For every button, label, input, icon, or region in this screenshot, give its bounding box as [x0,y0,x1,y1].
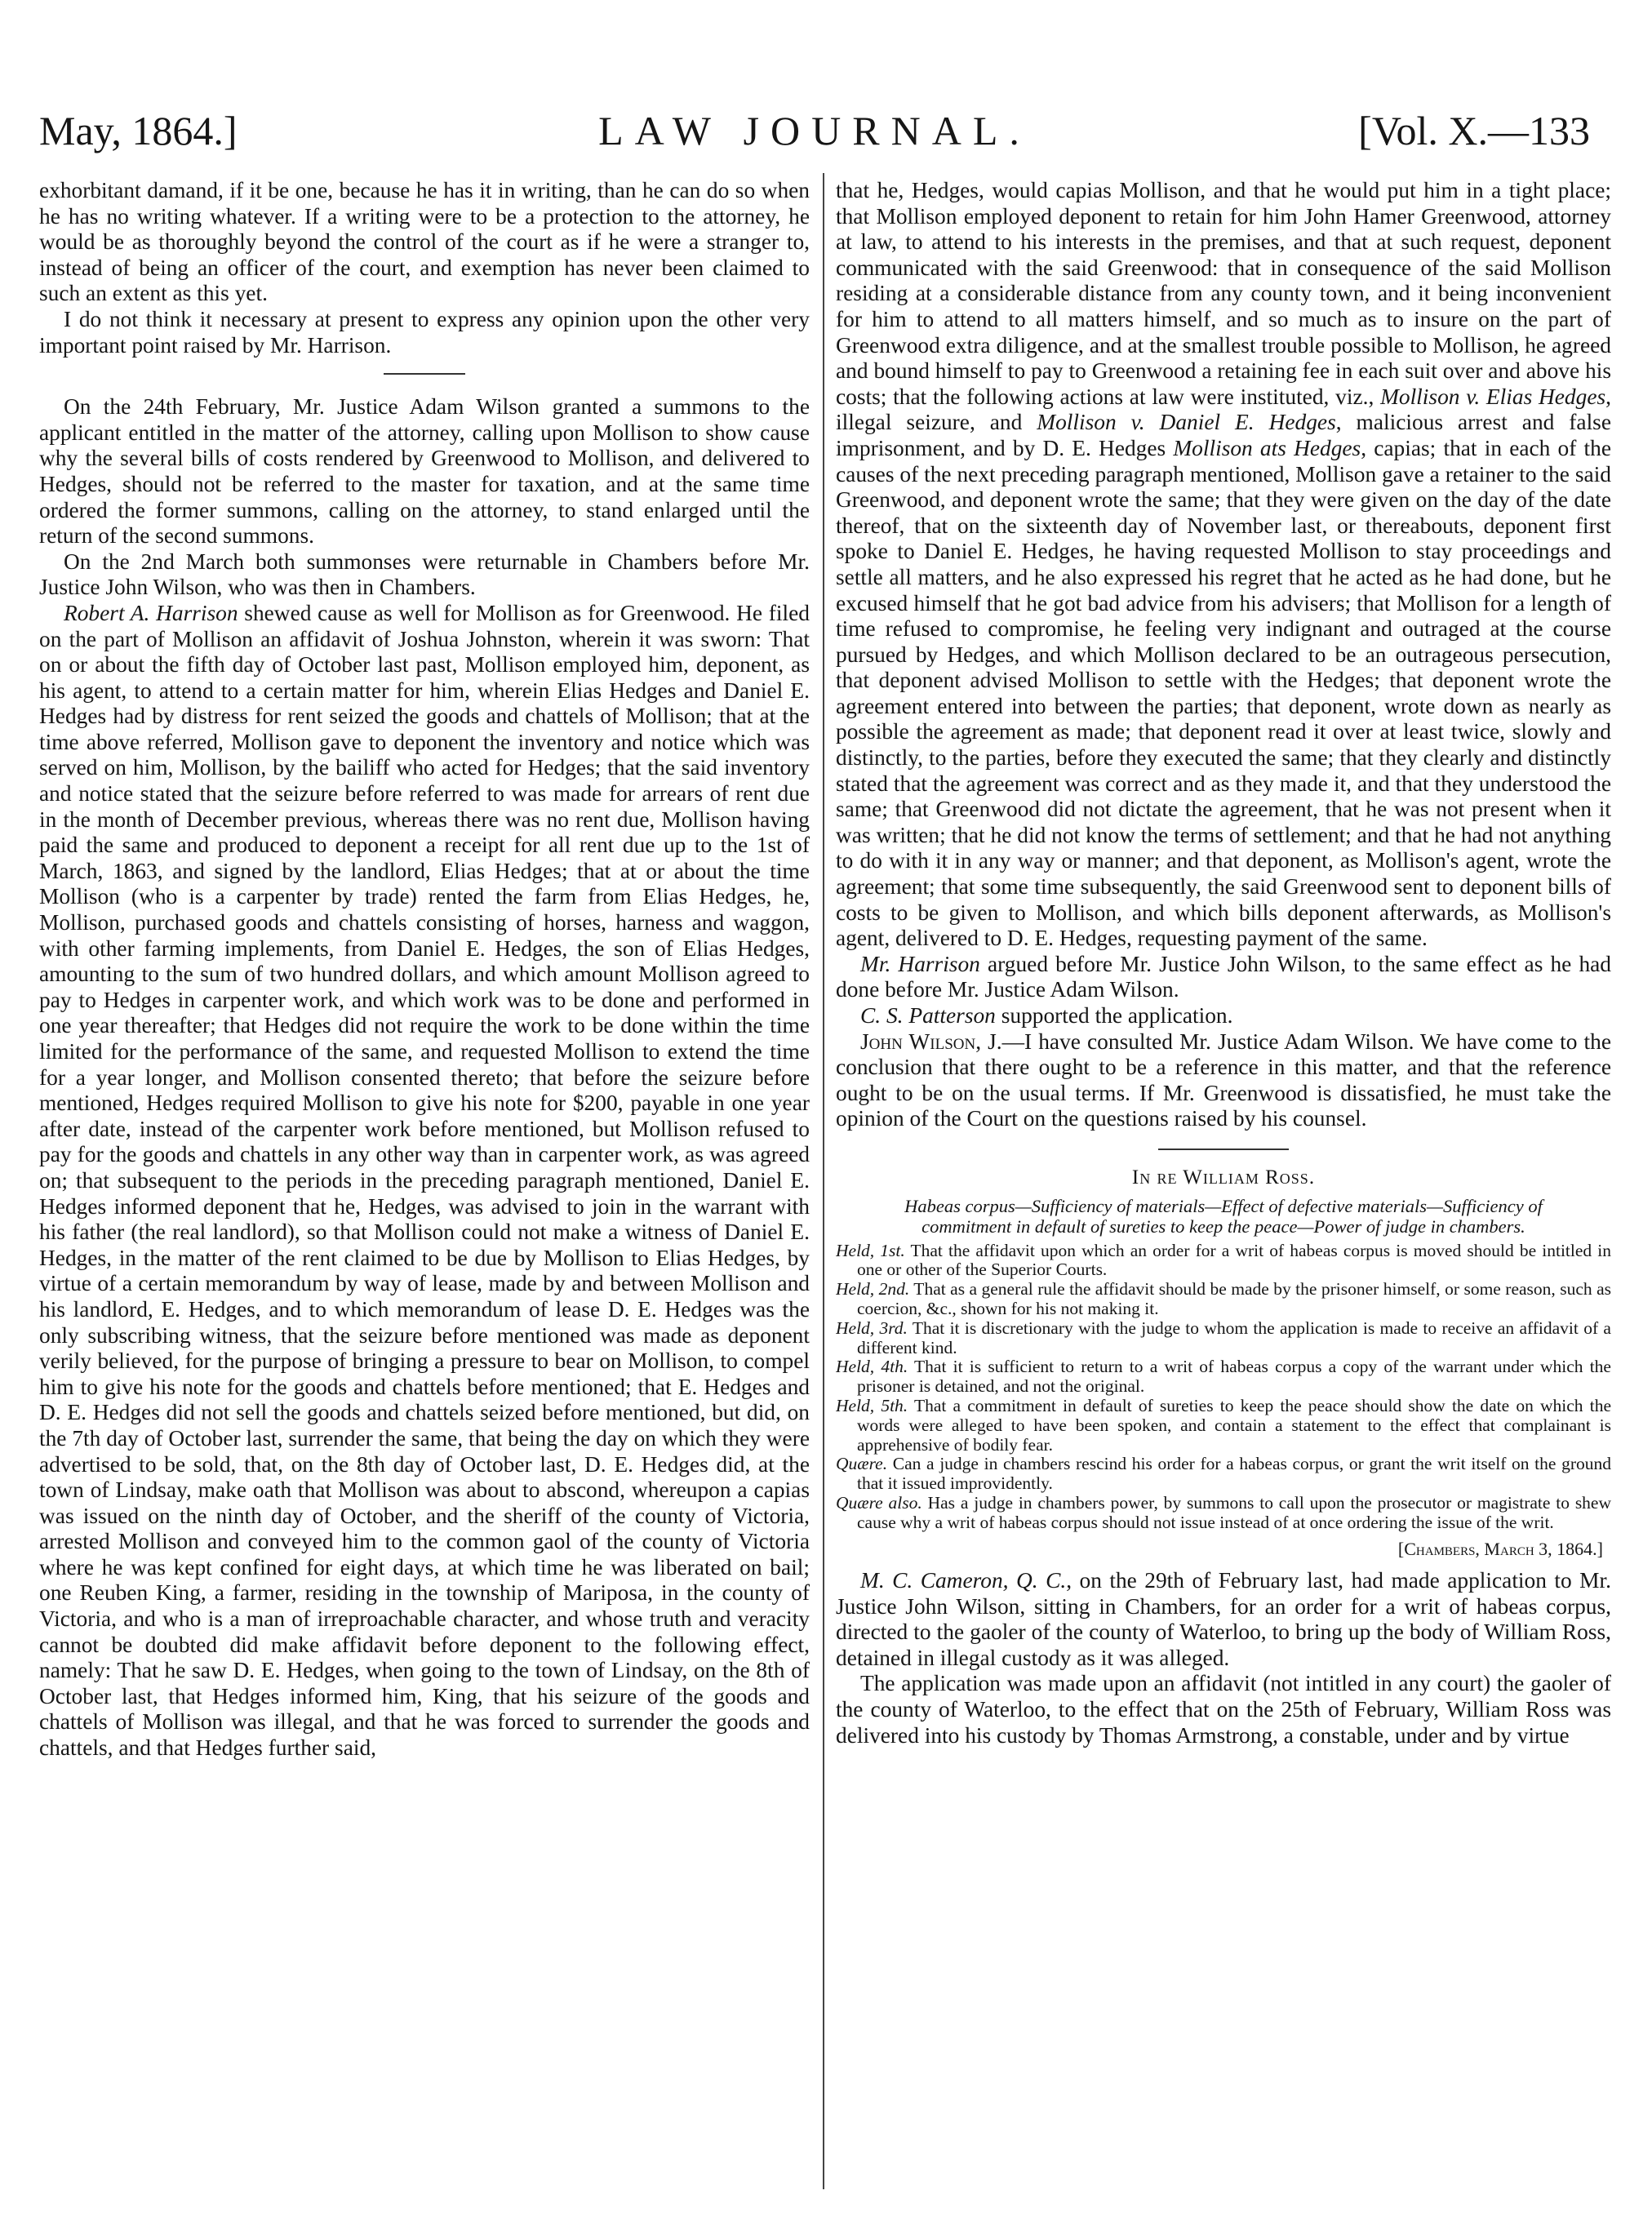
text-run: , illegal seizure, and [836,384,1611,435]
case-name: Mollison v. Elias Hedges [1380,384,1606,409]
counsel-name: Mr. Harrison [860,951,980,976]
affidavit-text: shewed cause as well for Mollison as for Greenwood. He filed on the part of Mollison an affidavit of Joshua Johnston, wherein it was sworn: That on or about the fifth day of October last past, Mollison employed him, deponent, as his agent, to attend to a certain matter for him, wherein Elias Hedges and Daniel E. Hedges had by distress for rent seized the goods and chattels of Mollison; that at the time above referred, Mollison gave to deponent the inventory and notice which was served on him, Mollison, by the bailiff who acted for Hedges; that the said inventory and notice stated that the seizure before referred to was made for arrears of rent due in the month of December previous, whereas there was no rent due, Mollison having paid the same and produced to deponent a receipt for all rent due up to the 1st of March, 1863, and signed by the landlord, Elias Hedges; that at or about the time Mollison (who is a carpenter by trade) rented the farm from Elias Hedges, he, Mollison, purchased goods and chattels consisting of horses, harness and waggon, with other farming implements, from Daniel E. Hedges, the son of Elias Hedges, amounting to the sum of two hundred dollars, and which amount Mollison agreed to pay to Hedges in carpenter work, and which work was to be done and performed in one year thereafter; that Hedges did not require the work to be done within the time limited for the performance of the same, and requested Mollison to extend the time for a year longer, and Mollison consented thereto; that before the seizure before mentioned, Hedges required Mollison to give his note for $200, payable in one year after date, instead of the carpenter work before mentioned, but Mollison refused to pay for the goods and chattels in any other way than in carpenter work, as was agreed on; that subsequent to the periods in the preceding paragraph mentioned, Daniel E. Hedges informed deponent that he, Hedges, was advised to join in the warrant with his father (the real landlord), so that Mollison could not make a witness of Daniel E. Hedges, in the matter of the rent claimed to be due by Mollison to Elias Hedges, by virtue of a certain memorandum by way of lease, made by and between Mollison and his landlord, E. Hedges, and to which memorandum of lease D. E. Hedges was the only subscribing witness, that the seizure before mentioned was made as deponent verily believed, for the purpose of bringing a pressure to bear on Mollison, to compel him to give his note for the goods and chattels before mentioned; that E. Hedges and D. E. Hedges did not sell the goods and chattels seized before mentioned, but did, on the 7th day of October last, surrender the same, that being the day on which they were advertised to be sold, that, on the 8th day of October last, D. E. Hedges did, at the town of Lindsay, make oath that Mollison was about to abscond, whereupon a capias was issued on the ninth day of October, and the sheriff of the county of Victoria, arrested Mollison and conveyed him to the common gaol of the county of Victoria where he was kept confined for eight days, at which time he was liberated on bail; one Reuben King, a farmer, residing in the township of Mariposa, in the county of Victoria, and who is a man of irreproachable character, and whose truth and veracity cannot be doubted did make affidavit before deponent to the following effect, namely: That he saw D. E. Hedges, when going to the town of Lindsay, on the 8th of October last, that Hedges informed him, King, that his seizure of the goods and chattels of Mollison was illegal, and that he was forced to surrender the goods and chattels, and that Hedges further said, [39,600,810,1761]
section-divider [384,373,465,375]
right-column [836,178,1611,2186]
text-run: that he, Hedges, would capias Mollison, and that he would put him in a tight place; that Mollison employed deponent to retain for him John Hamer Greenwood, attorney at law, to attend to his interests in the premises, and that at such request, deponent communicated with the said Greenwood: that in consequence of the said Mollison residing at a considerable distance from any county town, and it being inconvenient for him to attend to all matters himself, and so much as to insure on the part of Greenwood extra diligence, and at the smallest trouble possible to Mollison, he agreed and bound himself to pay to Greenwood a retaining fee in each suit over and above his costs; that the following actions at law were instituted, viz., [836,178,1611,409]
paragraph [39,601,810,1762]
journal-title: LAW JOURNAL. [598,108,1031,153]
headnote-item [836,1242,1611,1281]
headnote-item [836,1397,1611,1455]
headnote-text: Has a judge in chambers power, by summons to call upon the prosecutor or magistrate to shew cause why a writ of habeas corpus should not issue instead of at once ordering the issue of the writ. [857,1492,1611,1532]
paragraph: On the 24th February, Mr. Justice Adam Wilson granted a summons to the applicant entitled in the matter of the attorney, calling upon Mollison to show cause why the several bills of costs rendered by Greenwood to Mollison, and delivered to Hedges, should not be referred to the master for taxation, and at the same time ordered the former summons, calling on the attorney, to stand enlarged until the return of the second summons. [39,394,810,549]
column-rule [823,173,824,2189]
paragraph: The application was made upon an affidavit (not intitled in any court) the gaoler of the county of Waterloo, to the effect that on the 25th of February, William Ross was delivered into his custody by Thomas Armstrong, a constable, under and by virtue [836,1671,1611,1748]
text-run: argued before Mr. Justice John Wilson, to the same effect as he had done before Mr. Justice Adam Wilson. [836,951,1611,1002]
headnote-text: That it is sufficient to return to a writ of habeas corpus a copy of the warrant under which the prisoner is detained, and not the original. [857,1357,1611,1397]
paragraph [836,178,1611,952]
headnote-item [836,1319,1611,1358]
left-column [39,178,810,2186]
headnote-label: Held, 4th. [836,1357,908,1377]
paragraph [836,1003,1611,1029]
headnote-subject: Habeas corpus—Sufficiency of materials—Effect of defective materials—Sufficiency of commitment in default of sureties to keep the peace—Power of judge in chambers. [904,1195,1543,1237]
section-divider [1158,1149,1289,1150]
headnote-item [836,1280,1611,1319]
headnote-label: Quære. [836,1454,888,1474]
text-run: , capias; that in each of the causes of the next preceding paragraph mentioned, Mollison gave a retainer to the said Greenwood, and deponent wrote the same; that they were given on the day of the date thereof, that on the sixteenth day of November last, or thereabouts, deponent first spoke to Daniel E. Hedges, he having requested Mollison to stay proceedings and settle all matters, and he also expressed his regret that he acted as he had done, but he excused himself that he got bad advice from his advisers; that Mollison for a length of time refused to compromise, he feeling very indignant and outraged at the course pursued by Hedges, and which Mollison declared to be an outrageous persecution, that deponent advised Mollison to settle with the Hedges; that deponent wrote the agreement entered into between the parties; that deponent, wrote down as nearly as possible the agreement as made; that deponent read it over at least twice, slowly and distinctly, to the parties, before they executed the same; that they clearly and distinctly stated that the agreement was correct and as they made it, and that they understood the same; that Greenwood did not dictate the agreement, that he was not present when it was written; that he did not know the terms of settlement; and that he had not anything to do with it in any way or manner; and that deponent, as Mollison's agent, wrote the agreement; that some time subsequently, the said Greenwood sent to deponent bills of costs to be given to Mollison, and which bills deponent afterwards, as Mollison's agent, delivered to D. E. Hedges, requesting payment of the same. [836,435,1611,951]
paragraph: I do not think it necessary at present to express any opinion upon the other very important point raised by Mr. Harrison. [39,306,810,358]
headnote-label: Held, 2nd. [836,1279,910,1300]
headnote-item [836,1357,1611,1397]
judgment-text: —I have consulted Mr. Justice Adam Wilson. We have come to the conclusion that there ought to be a reference in this matter, and that the reference ought to be on the usual terms. If Mr. Greenwood is dissatisfied, he must take the opinion of the Court on the questions raised by his counsel. [836,1029,1611,1131]
headnote-item [836,1455,1611,1494]
headnote-label: Held, 1st. [836,1240,905,1260]
paragraph [836,1029,1611,1132]
judge-name: John Wilson, J. [860,1029,1002,1054]
counsel-name: Robert A. Harrison [64,600,238,625]
text-run: supported the application. [995,1003,1233,1028]
headnote-text: That as a general rule the affidavit should be made by the prisoner himself, or some reason, such as coercion, &c., shown for his not making it. [857,1279,1611,1318]
headnote-item [836,1494,1611,1533]
paragraph [836,952,1611,1003]
paragraph: exhorbitant damand, if it be one, because he has it in writing, than he can do so when he has no writing whatever. If a writing were to be a protection to the attorney, he would be as thoroughly beyond the control of the court as if he were a stranger to, instead of being an officer of the court, and exemption has never been claimed to such an extent as this yet. [39,178,810,306]
case-name: Mollison v. Daniel E. Hedges [1037,410,1336,435]
running-header [39,106,1590,155]
volume-page-number: [Vol. X.—133 [1358,108,1590,153]
case-title: In re William Ross. [1131,1166,1316,1189]
headnote-label: Held, 5th. [836,1395,908,1415]
headnote-text: Can a judge in chambers rescind his order for a habeas corpus, or grant the writ itself on the ground that it issued improvidently. [857,1454,1611,1494]
text-run: , on the 29th of February last, had made application to Mr. Justice John Wilson, sitting in Chambers, for an order for a writ of habeas corpus, directed to the gaoler of the county of Waterloo, to bring up the body of William Ross, detained in illegal custody as it was alleged. [836,1568,1611,1670]
counsel-name: M. C. Cameron, Q. C. [860,1568,1067,1593]
text-run: , malicious arrest and false imprisonment, and by D. E. Hedges [836,410,1611,460]
headnote-label: Held, 3rd. [836,1317,908,1338]
paragraph [836,1568,1611,1671]
paragraph: On the 2nd March both summonses were returnable in Chambers before Mr. Justice John Wilson, who was then in Chambers. [39,549,810,600]
headnote-text: That a commitment in default of sureties to keep the peace should show the date on which the words were alleged to have been spoken, and contain a statement to the effect that complainant is apprehensive of bodily fear. [857,1395,1611,1455]
issue-date: May, 1864.] [39,108,238,153]
headnote-text: That the affidavit upon which an order for a writ of habeas corpus is moved should be intitled in one or other of the Superior Courts. [857,1240,1611,1280]
case-date: [Chambers, March 3, 1864.] [1397,1538,1603,1559]
headnote-label: Quære also. [836,1492,922,1513]
headnote-text: That it is discretionary with the judge to whom the application is made to receive an affidavit of a different kind. [857,1317,1611,1357]
counsel-name: C. S. Patterson [860,1003,996,1028]
case-name: Mollison ats Hedges [1173,435,1361,460]
